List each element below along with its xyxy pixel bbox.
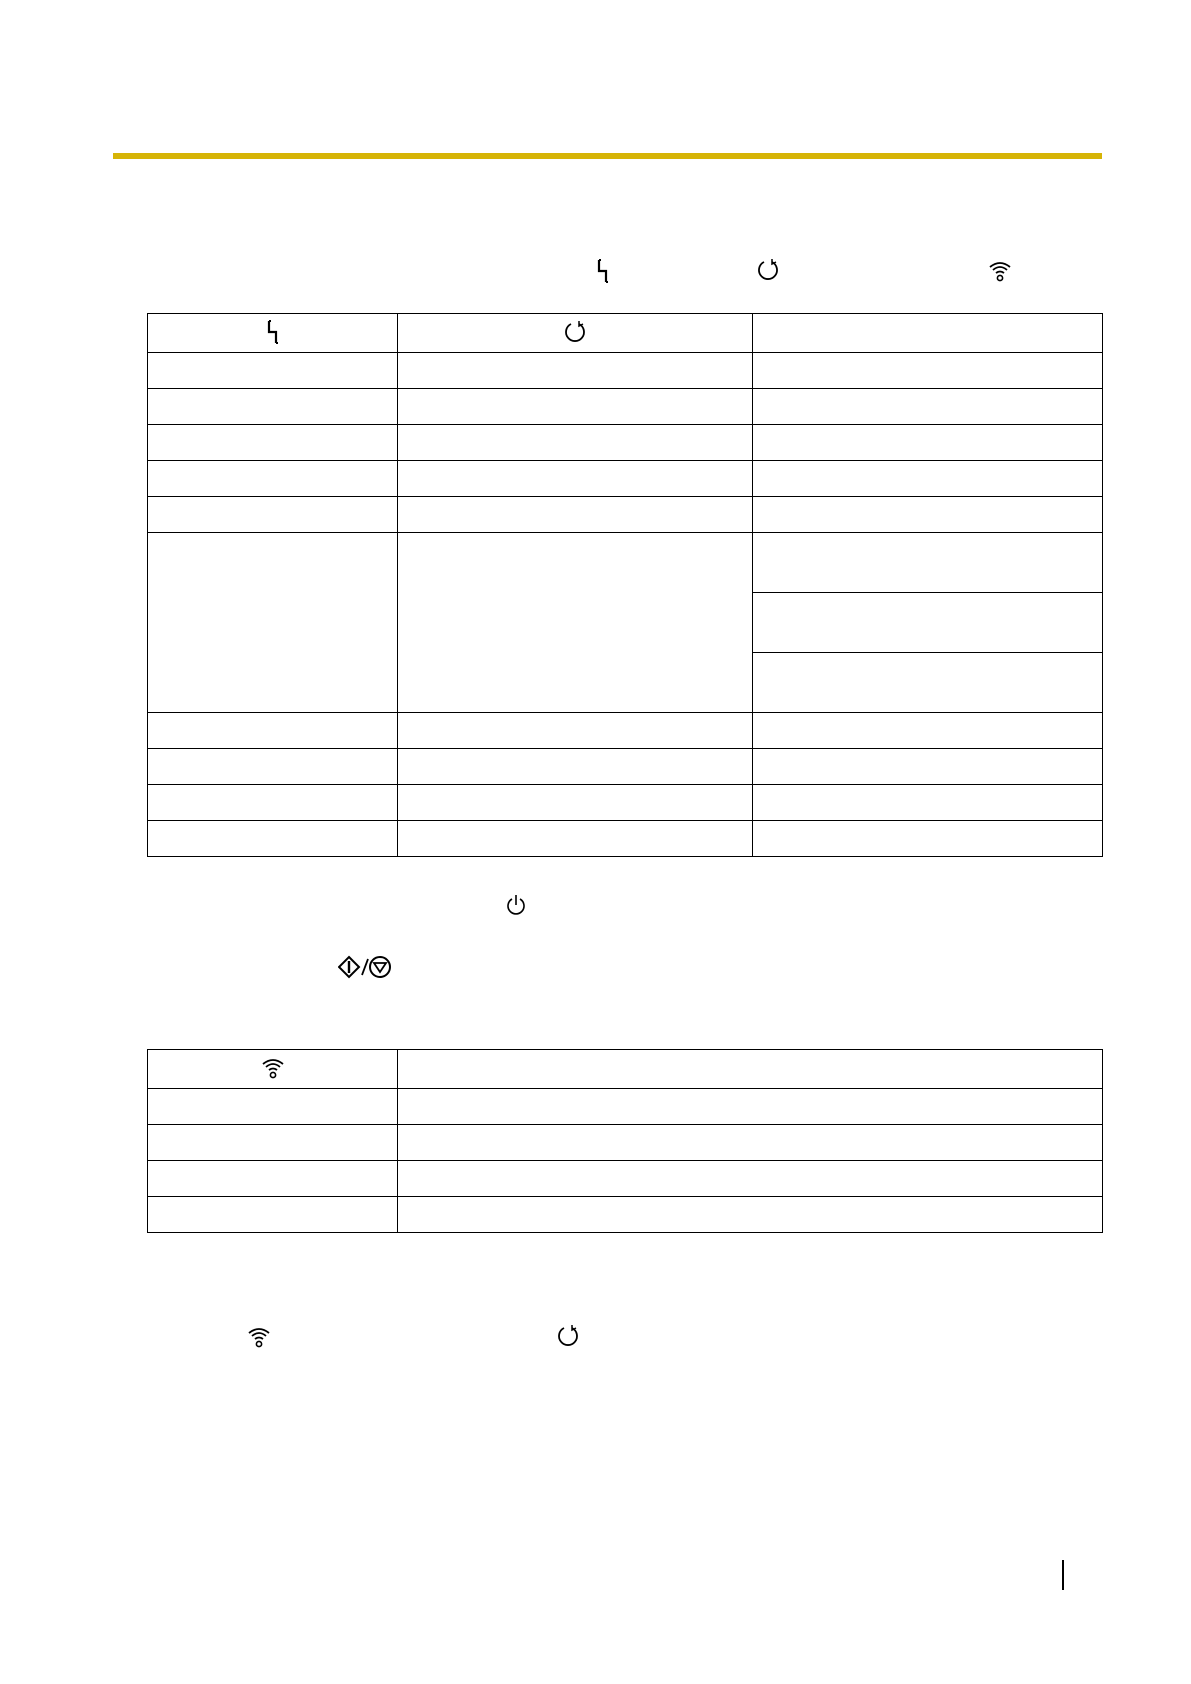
table-cell bbox=[753, 821, 1103, 857]
table-cell bbox=[148, 353, 398, 389]
table-cell bbox=[398, 821, 753, 857]
error-icon bbox=[596, 258, 610, 284]
table-cell bbox=[148, 425, 398, 461]
table-row bbox=[148, 821, 1103, 857]
table-cell bbox=[753, 425, 1103, 461]
table-row bbox=[148, 1089, 1103, 1125]
table-cell bbox=[148, 461, 398, 497]
table-row bbox=[148, 713, 1103, 749]
table-row bbox=[148, 1125, 1103, 1161]
table-cell bbox=[753, 749, 1103, 785]
table-row bbox=[148, 1161, 1103, 1197]
table-cell bbox=[398, 1089, 1103, 1125]
table-cell bbox=[148, 497, 398, 533]
table-row bbox=[148, 749, 1103, 785]
table-row bbox=[148, 497, 1103, 533]
table-cell bbox=[148, 749, 398, 785]
table-row-group bbox=[148, 533, 1103, 593]
table-row bbox=[148, 353, 1103, 389]
table-cell bbox=[753, 497, 1103, 533]
table-cell bbox=[753, 389, 1103, 425]
status-table bbox=[147, 313, 1103, 857]
busy-icon bbox=[563, 320, 587, 347]
table-cell bbox=[148, 1089, 398, 1125]
table-cell bbox=[398, 461, 753, 497]
table-cell bbox=[753, 653, 1103, 713]
table-cell bbox=[148, 1161, 398, 1197]
table-cell-merged bbox=[398, 533, 753, 713]
table-row bbox=[148, 425, 1103, 461]
table-cell bbox=[398, 1161, 1103, 1197]
wifi-icon bbox=[261, 1057, 285, 1082]
page-marker-rule bbox=[1062, 1560, 1064, 1590]
table-cell bbox=[148, 389, 398, 425]
section-accent-rule bbox=[113, 153, 1102, 159]
start-stop-icon bbox=[338, 955, 392, 979]
busy-icon bbox=[556, 1324, 580, 1348]
error-icon bbox=[266, 319, 280, 348]
table-cell bbox=[398, 713, 753, 749]
table-cell bbox=[398, 785, 753, 821]
header-cell-wifi-status bbox=[398, 1050, 1103, 1089]
table-row bbox=[148, 461, 1103, 497]
table-row bbox=[148, 785, 1103, 821]
table-cell bbox=[753, 461, 1103, 497]
table-cell bbox=[398, 749, 753, 785]
header-cell-error bbox=[148, 314, 398, 353]
table-cell bbox=[148, 1197, 398, 1233]
header-cell-busy bbox=[398, 314, 753, 353]
table-row bbox=[148, 1197, 1103, 1233]
table-cell bbox=[753, 713, 1103, 749]
table-cell bbox=[148, 785, 398, 821]
table-cell bbox=[148, 713, 398, 749]
wifi-icon bbox=[247, 1326, 271, 1348]
table-cell bbox=[398, 1197, 1103, 1233]
table-cell bbox=[398, 353, 753, 389]
header-cell-status bbox=[753, 314, 1103, 353]
table-cell bbox=[753, 533, 1103, 593]
table-cell bbox=[753, 785, 1103, 821]
table-cell bbox=[398, 497, 753, 533]
busy-icon bbox=[756, 258, 780, 282]
table-cell bbox=[398, 1125, 1103, 1161]
table-cell bbox=[753, 593, 1103, 653]
header-cell-wifi bbox=[148, 1050, 398, 1089]
wifi-icon bbox=[988, 260, 1012, 282]
table-header-row bbox=[148, 1050, 1103, 1089]
table-cell bbox=[398, 425, 753, 461]
power-icon bbox=[506, 894, 526, 916]
table-cell bbox=[148, 1125, 398, 1161]
table-cell bbox=[753, 353, 1103, 389]
table-cell-merged bbox=[148, 533, 398, 713]
table-cell bbox=[398, 389, 753, 425]
table-cell bbox=[148, 821, 398, 857]
wifi-table bbox=[147, 1049, 1103, 1233]
table-header-row bbox=[148, 314, 1103, 353]
table-row bbox=[148, 389, 1103, 425]
